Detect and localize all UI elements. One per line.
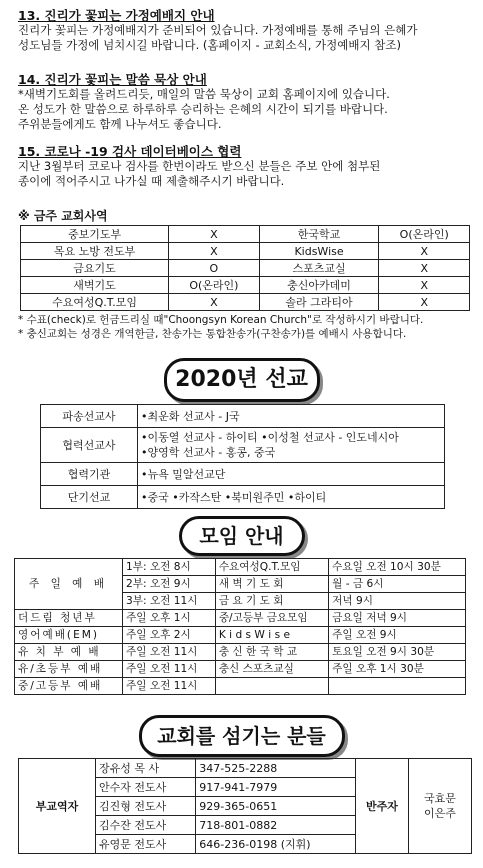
program-status: X	[379, 260, 470, 277]
meeting-row	[15, 610, 466, 627]
notice-13-body: 진리가 꽃피는 가정예배지가 준비되어 있습니다. 가정예배를 통해 주님의 은혜가 성도님들 가정에 넘치시길 바랍니다. (홈페이지 - 교회소식, 가정예배지 참조)	[18, 23, 418, 52]
staff-name: 안수자 전도사	[96, 778, 196, 797]
accompanist-name: 국효문	[424, 792, 456, 805]
meeting-name: 더드림 청년부	[15, 610, 123, 627]
payment-notes: * 수표(check)로 헌금드리실 때"Choongsyn Korean Church"로 작성하시기 바랍니다. * 충신교회는 성경은 개역한글, 찬송가는 통합찬송가(구찬송가)를 예배시 사용합니다.	[18, 314, 424, 340]
staff-phone: 929-365-0651	[196, 797, 356, 816]
meeting-time: 주일 오전 11시	[123, 661, 216, 678]
program-status: O(온라인)	[379, 226, 470, 243]
accompanist-names	[409, 759, 472, 854]
mission-category: 협력기관	[41, 463, 138, 486]
meeting-name: 충신 스포츠교실	[215, 661, 328, 678]
program-status: X	[379, 294, 470, 311]
staff-row	[19, 759, 472, 778]
program-name: 충신아카데미	[259, 277, 379, 294]
program-row	[21, 226, 470, 243]
program-status: O	[169, 260, 260, 277]
program-status: X	[169, 294, 260, 311]
program-row	[21, 260, 470, 277]
notice-14-title: 14. 진리가 꽃피는 말씀 묵상 안내	[18, 72, 207, 87]
mission-detail: •최운화 선교사 - J국	[138, 405, 445, 428]
meeting-name: 중/고등부 예배	[15, 678, 123, 695]
program-name: KidsWise	[259, 243, 379, 260]
program-name: 한국학교	[259, 226, 379, 243]
meeting-time: 주일 오후 1시 30분	[329, 661, 466, 678]
sunday-service-label: 주 일 예 배	[15, 559, 123, 610]
staff-name: 장유성 목 사	[96, 759, 196, 778]
mission-banner: 2020년 선교	[164, 358, 320, 402]
program-status: X	[169, 226, 260, 243]
mission-row	[41, 463, 445, 486]
mission-row	[41, 428, 445, 463]
meetings-table	[14, 558, 466, 695]
meeting-time: 저녁 9시	[329, 593, 466, 610]
meeting-time: 토요일 오전 9시 30분	[329, 644, 466, 661]
program-name: 목요 노방 전도부	[21, 243, 169, 260]
staff-name: 김수잔 전도사	[96, 816, 196, 835]
staff-phone: 347-525-2288	[196, 759, 356, 778]
notice-14	[18, 72, 470, 132]
meeting-name: 수요여성Q.T.모임	[215, 559, 328, 576]
program-status: X	[379, 243, 470, 260]
mission-detail: •뉴욕 밀알선교단	[138, 463, 445, 486]
notice-13-title: 13. 진리가 꽃피는 가정예배지 안내	[18, 8, 215, 23]
meeting-name: 유/초등부 예배	[15, 661, 123, 678]
staff-table	[18, 758, 472, 854]
staff-phone: 917-941-7979	[196, 778, 356, 797]
meeting-time: 주일 오전 11시	[123, 644, 216, 661]
staff-banner: 교회를 섬기는 분들	[139, 715, 345, 757]
mission-category: 협력선교사	[41, 428, 138, 463]
program-name: 스포츠교실	[259, 260, 379, 277]
meeting-time: 주일 오전 9시	[329, 627, 466, 644]
meeting-row	[15, 627, 466, 644]
staff-name: 유영문 전도사	[96, 835, 196, 854]
sunday-service-time: 3부: 오전 11시	[123, 593, 216, 610]
mission-category: 파송선교사	[41, 405, 138, 428]
mission-table	[40, 404, 445, 509]
program-name: 중보기도부	[21, 226, 169, 243]
program-status: X	[169, 243, 260, 260]
meeting-name: 유 치 부 예 배	[15, 644, 123, 661]
mission-row	[41, 486, 445, 509]
assistant-pastors-label: 부교역자	[19, 759, 96, 854]
sunday-service-time: 2부: 오전 9시	[123, 576, 216, 593]
staff-phone: 718-801-0882	[196, 816, 356, 835]
meeting-name: 영어예배(EM)	[15, 627, 123, 644]
meeting-row	[15, 661, 466, 678]
meeting-name: K i d s W i s e	[215, 627, 328, 644]
accompanist-label: 반주자	[356, 759, 409, 854]
program-name: 금요기도	[21, 260, 169, 277]
meeting-time: 금요일 저녁 9시	[329, 610, 466, 627]
meeting-time: 수요일 오전 10시 30분	[329, 559, 466, 576]
programs-title: ※ 금주 교회사역	[18, 209, 108, 223]
accompanist-name: 이은주	[424, 807, 456, 820]
programs-table	[20, 225, 470, 311]
meeting-name: 금 요 기 도 회	[215, 593, 328, 610]
program-row	[21, 277, 470, 294]
program-status: O(온라인)	[169, 277, 260, 294]
mission-row	[41, 405, 445, 428]
program-row	[21, 243, 470, 260]
meeting-row	[15, 678, 466, 695]
meeting-time: 주일 오후 2시	[123, 627, 216, 644]
program-name: 솔라 그라티아	[259, 294, 379, 311]
program-row	[21, 294, 470, 311]
program-name: 새벽기도	[21, 277, 169, 294]
meeting-name: 충 신 한 국 학 교	[215, 644, 328, 661]
sunday-service-time: 1부: 오전 8시	[123, 559, 216, 576]
notice-13	[18, 8, 470, 53]
mission-detail: •중국 •카작스탄 •북미원주민 •하이티	[138, 486, 445, 509]
notice-15-body: 지난 3월부터 코로나 검사를 한번이라도 받으신 분들은 주보 안에 첨부된 종이에 적어주시고 나가실 때 제출해주시기 바랍니다.	[18, 159, 381, 188]
staff-phone: 646-236-0198 (지휘)	[196, 835, 356, 854]
mission-detail: •이동열 선교사 - 하이티 •이성철 선교사 - 인도네시아 •양영학 선교사 - 홍콩, 중국	[138, 428, 445, 463]
program-status: X	[379, 277, 470, 294]
staff-name: 김진형 전도사	[96, 797, 196, 816]
meeting-row	[15, 644, 466, 661]
meetings-banner: 모임 안내	[179, 516, 305, 556]
meeting-time: 월 - 금 6시	[329, 576, 466, 593]
meeting-time: 주일 오전 11시	[123, 678, 216, 695]
meeting-name	[215, 678, 328, 695]
notice-15-title: 15. 코로나 -19 검사 데이터베이스 협력	[18, 144, 242, 159]
notice-14-body: *새벽기도회를 올려드리듯, 매일의 말씀 묵상이 교회 홈페이지에 있습니다. 온 성도가 한 말씀으로 하루하루 승리하는 은혜의 시간이 되기를 바랍니다. 주위분들에게도 함께 나누셔도 좋습니다.	[18, 87, 390, 131]
meeting-name: 새 벽 기 도 회	[215, 576, 328, 593]
notice-15	[18, 144, 470, 189]
program-name: 수요여성Q.T.모임	[21, 294, 169, 311]
mission-category: 단기선교	[41, 486, 138, 509]
meeting-time	[329, 678, 466, 695]
meeting-row	[15, 559, 466, 576]
meeting-time: 주일 오후 1시	[123, 610, 216, 627]
meeting-name: 중/고등부 금요모임	[215, 610, 328, 627]
